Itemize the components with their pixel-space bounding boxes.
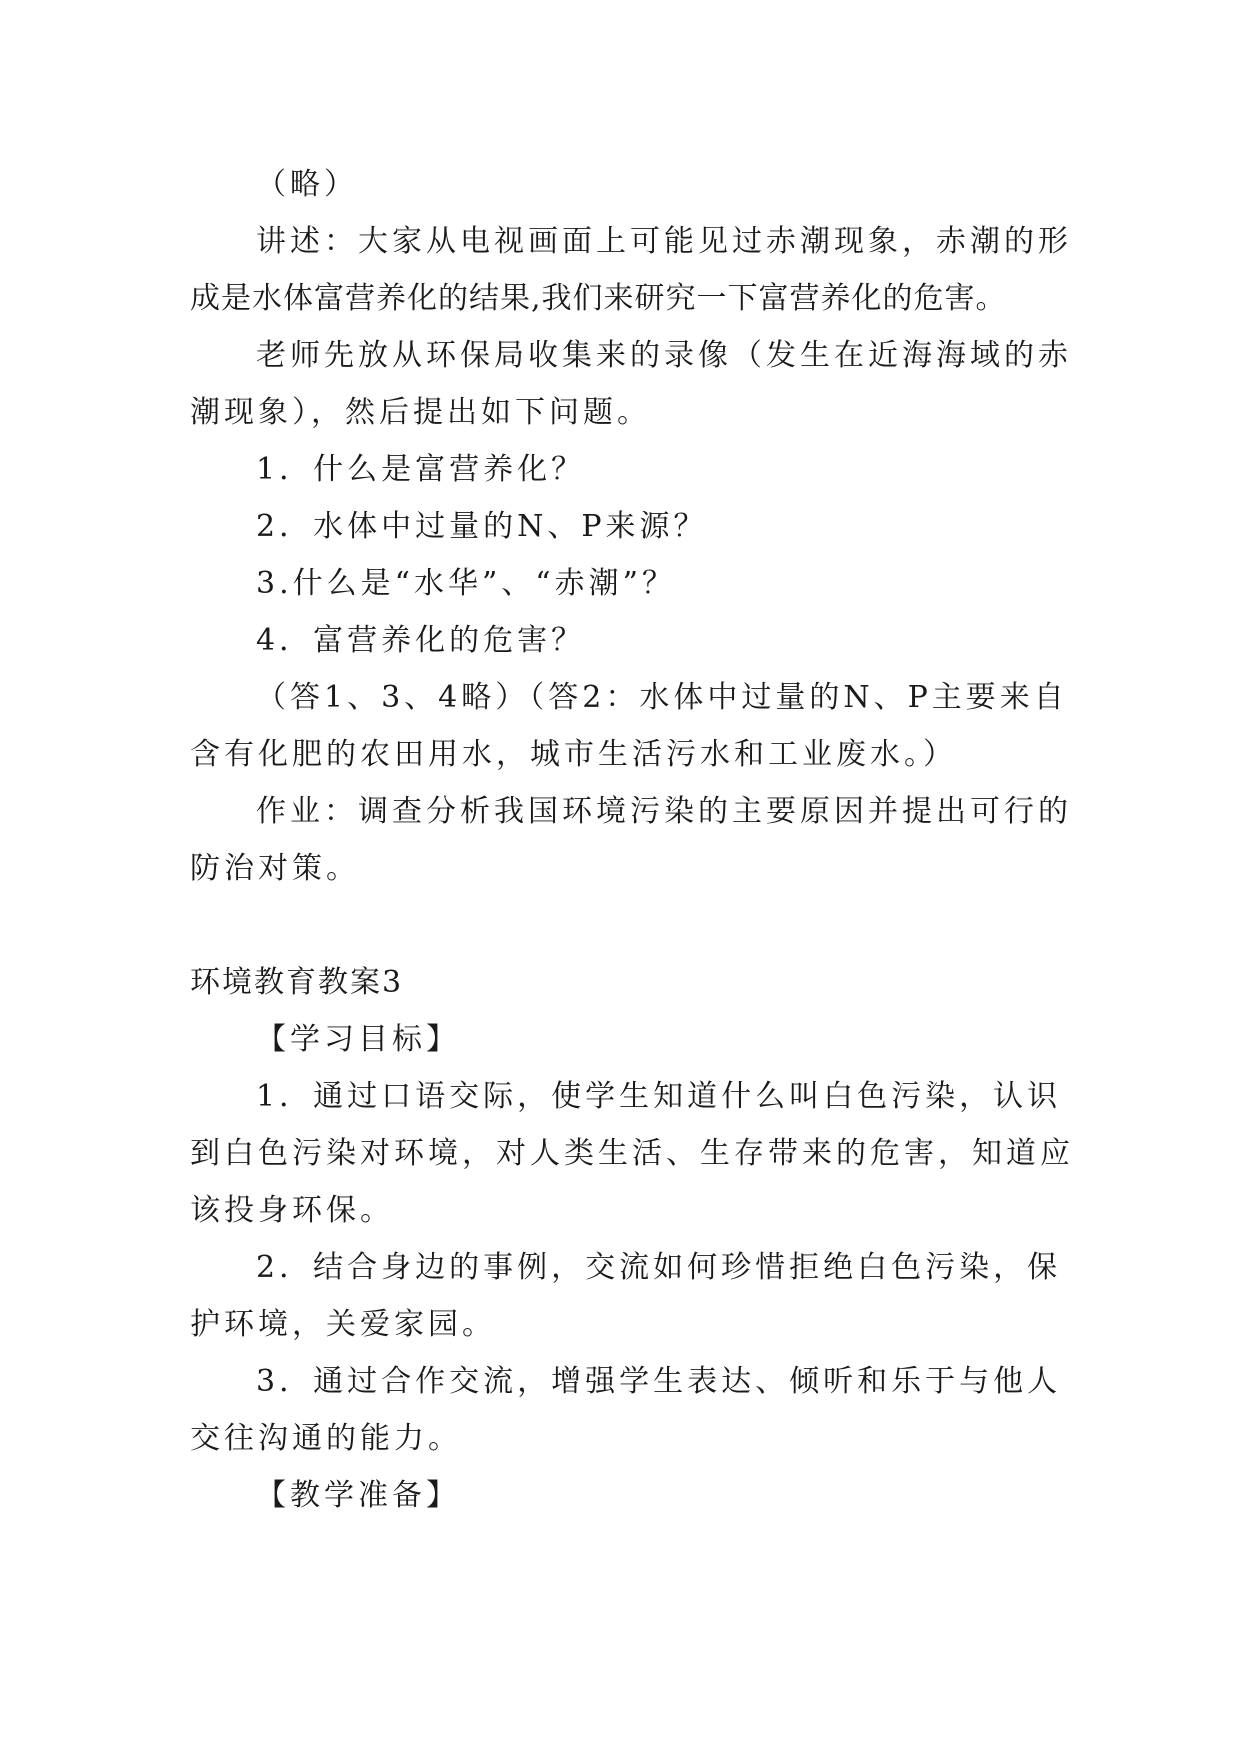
paragraph-line: 成是水体富营养化的结果,我们来研究一下富营养化的危害。 xyxy=(190,281,1007,316)
goal-line: 1．通过口语交际，使学生知道什么叫白色污染，认识 xyxy=(256,1079,1062,1114)
answer-line: （答1、3、4略）（答2：水体中过量的N、P主要来自 xyxy=(256,680,1068,715)
goal-line: 2．结合身边的事例，交流如何珍惜拒绝白色污染，保 xyxy=(256,1250,1062,1285)
goal-line: 该投身环保。 xyxy=(190,1193,394,1228)
goal-line: 护环境，关爱家园。 xyxy=(190,1307,496,1342)
question-item: 3.什么是“水华”、“赤潮”？ xyxy=(256,566,676,601)
paragraph-line: 潮现象），然后提出如下问题。 xyxy=(190,395,651,430)
paragraph-line: 讲述：大家从电视画面上可能见过赤潮现象，赤潮的形 xyxy=(256,224,1072,259)
goal-line: 3．通过合作交流，增强学生表达、倾听和乐于与他人 xyxy=(256,1364,1062,1399)
question-item: 1．什么是富营养化？ xyxy=(256,452,586,487)
omitted-note: （略） xyxy=(256,167,358,202)
question-item: 4．富营养化的危害？ xyxy=(256,623,586,658)
homework-line: 作业：调查分析我国环境污染的主要原因并提出可行的 xyxy=(256,794,1072,829)
subheading-teaching-prep: 【教学准备】 xyxy=(256,1478,460,1513)
section-title: 环境教育教案3 xyxy=(190,965,404,1000)
goal-line: 到白色污染对环境，对人类生活、生存带来的危害，知道应 xyxy=(190,1136,1074,1171)
paragraph-line: 老师先放从环保局收集来的录像（发生在近海海域的赤 xyxy=(256,338,1072,373)
answer-line: 含有化肥的农田用水，城市生活污水和工业废水。） xyxy=(190,737,957,772)
homework-line: 防治对策。 xyxy=(190,851,360,886)
question-item: 2．水体中过量的N、P来源？ xyxy=(256,509,708,544)
subheading-learning-goals: 【学习目标】 xyxy=(256,1022,460,1057)
goal-line: 交往沟通的能力。 xyxy=(190,1421,462,1456)
